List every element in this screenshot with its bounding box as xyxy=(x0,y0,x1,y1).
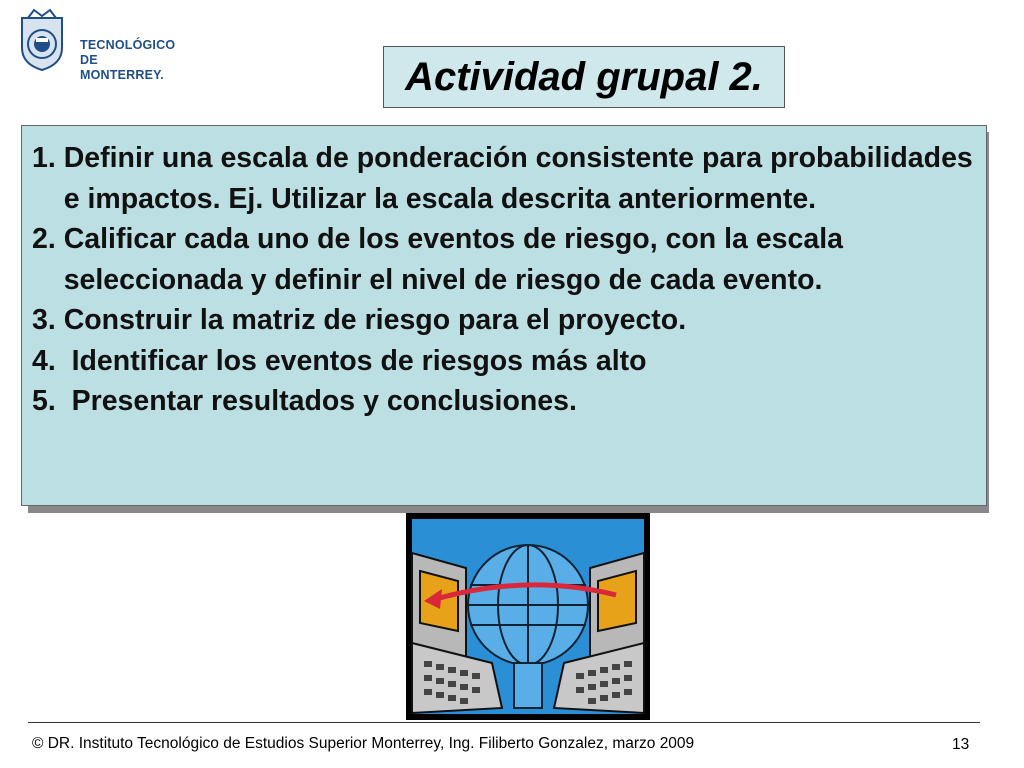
logo-line-1: TECNOLÓGICO xyxy=(80,38,176,52)
page-number: 13 xyxy=(952,736,970,753)
task-item-4 xyxy=(32,341,974,382)
task-text: Definir una escala de ponderación consistente para probabilidades e impactos. Ej. Utilizar la escala descrita anteriormente. xyxy=(63,142,973,215)
task-text: Identificar los eventos de riesgos más alto xyxy=(71,344,647,377)
task-number: 1. xyxy=(32,142,64,174)
institution-logo xyxy=(14,8,184,82)
task-item-2 xyxy=(32,219,974,300)
task-text: Construir la matriz de riesgo para el proyecto. xyxy=(63,304,687,336)
network-clipart xyxy=(406,513,650,720)
slide-title-box xyxy=(383,46,785,108)
footer-divider xyxy=(28,722,980,723)
task-number: 3. xyxy=(32,304,64,336)
task-number: 2. xyxy=(32,223,64,255)
shield-emblem-icon xyxy=(14,8,70,72)
task-list-box xyxy=(21,125,987,506)
task-number: 5. xyxy=(32,385,72,417)
computers-globe-icon xyxy=(406,513,650,720)
logo-wordmark xyxy=(80,38,184,83)
logo-line-2: DE MONTERREY. xyxy=(80,53,164,82)
slide-title: Actividad grupal 2. xyxy=(405,54,763,99)
task-text: Presentar resultados y conclusiones. xyxy=(71,385,577,417)
task-text: Calificar cada uno de los eventos de riesgo, con la escala seleccionada y definir el nivel de riesgo de cada evento. xyxy=(63,223,843,296)
task-item-1 xyxy=(32,138,974,219)
task-item-3 xyxy=(32,300,974,341)
footer-copyright: © DR. Instituto Tecnológico de Estudios Superior Monterrey, Ing. Filiberto Gonzalez, marzo 2009 xyxy=(32,735,695,752)
task-item-5 xyxy=(32,381,974,422)
task-number: 4. xyxy=(32,344,72,377)
